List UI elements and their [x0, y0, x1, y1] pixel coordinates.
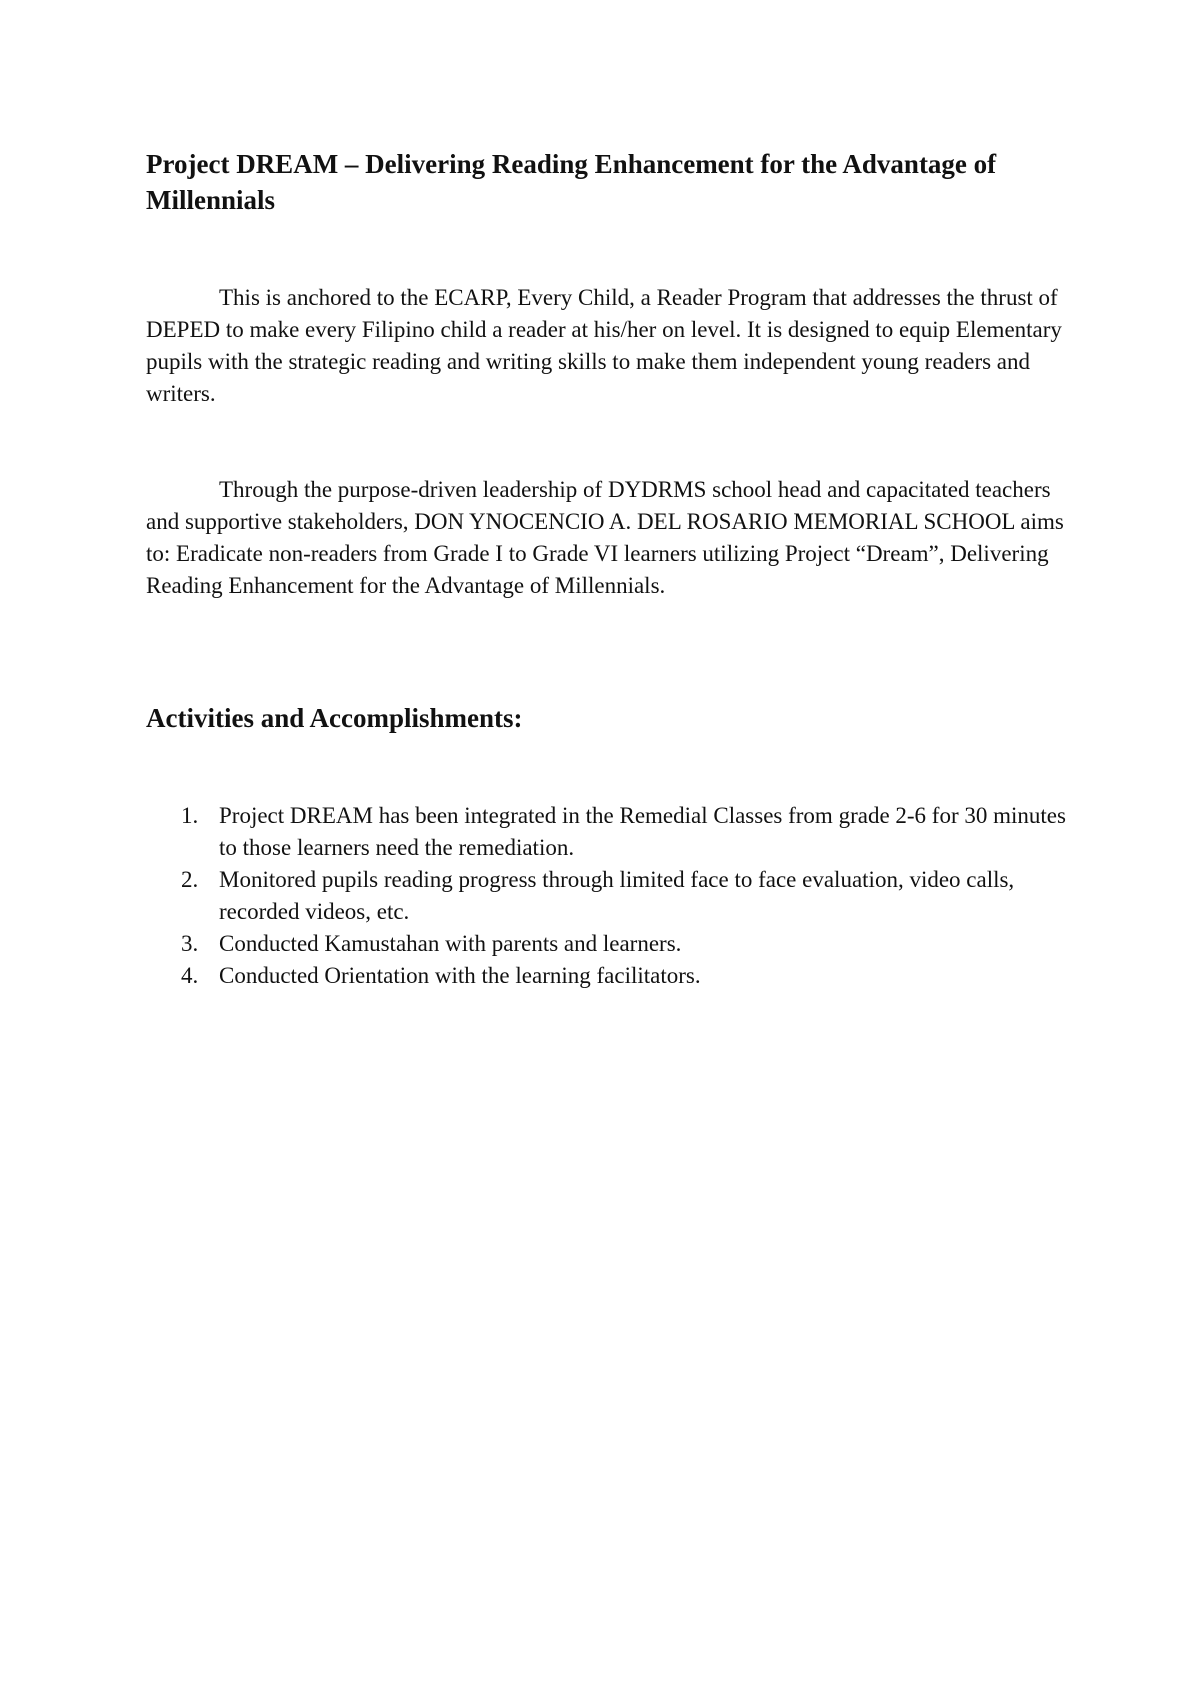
- list-item-text: Conducted Orientation with the learning facilitators.: [219, 963, 701, 988]
- list-item: [146, 928, 1066, 960]
- list-item: [146, 800, 1066, 864]
- list-item-number: 3.: [181, 931, 199, 956]
- list-item-number: 1.: [181, 803, 199, 828]
- activities-list: [146, 800, 1066, 992]
- list-item: [146, 960, 1066, 992]
- activities-heading: Activities and Accomplishments:: [146, 703, 523, 733]
- list-item-text: Conducted Kamustahan with parents and learners.: [219, 931, 682, 956]
- list-item-text: Monitored pupils reading progress through limited face to face evaluation, video calls, recorded videos, etc.: [219, 867, 1015, 924]
- list-item: [146, 864, 1066, 928]
- list-item-number: 4.: [181, 963, 199, 988]
- list-item-number: 2.: [181, 867, 199, 892]
- list-item-text: Project DREAM has been integrated in the Remedial Classes from grade 2-6 for 30 minutes to those learners need the remediation.: [219, 803, 1066, 860]
- document-title: Project DREAM – Delivering Reading Enhancement for the Advantage of Millennials: [146, 149, 997, 215]
- aims-paragraph: Through the purpose-driven leadership of DYDRMS school head and capacitated teachers and supportive stakeholders, DON YNOCENCIO A. DEL ROSARIO MEMORIAL SCHOOL aims to: Eradicate non-readers from Grade I to Grade VI learners utilizing Project “Dream”, Delivering Reading Enhancement for the Advantage of Millennials.: [146, 477, 1064, 598]
- intro-paragraph: This is anchored to the ECARP, Every Child, a Reader Program that addresses the thrust of DEPED to make every Filipino child a reader at his/her on level. It is designed to equip Elementary pupils with the strategic reading and writing skills to make them independent young readers and writers.: [146, 285, 1062, 406]
